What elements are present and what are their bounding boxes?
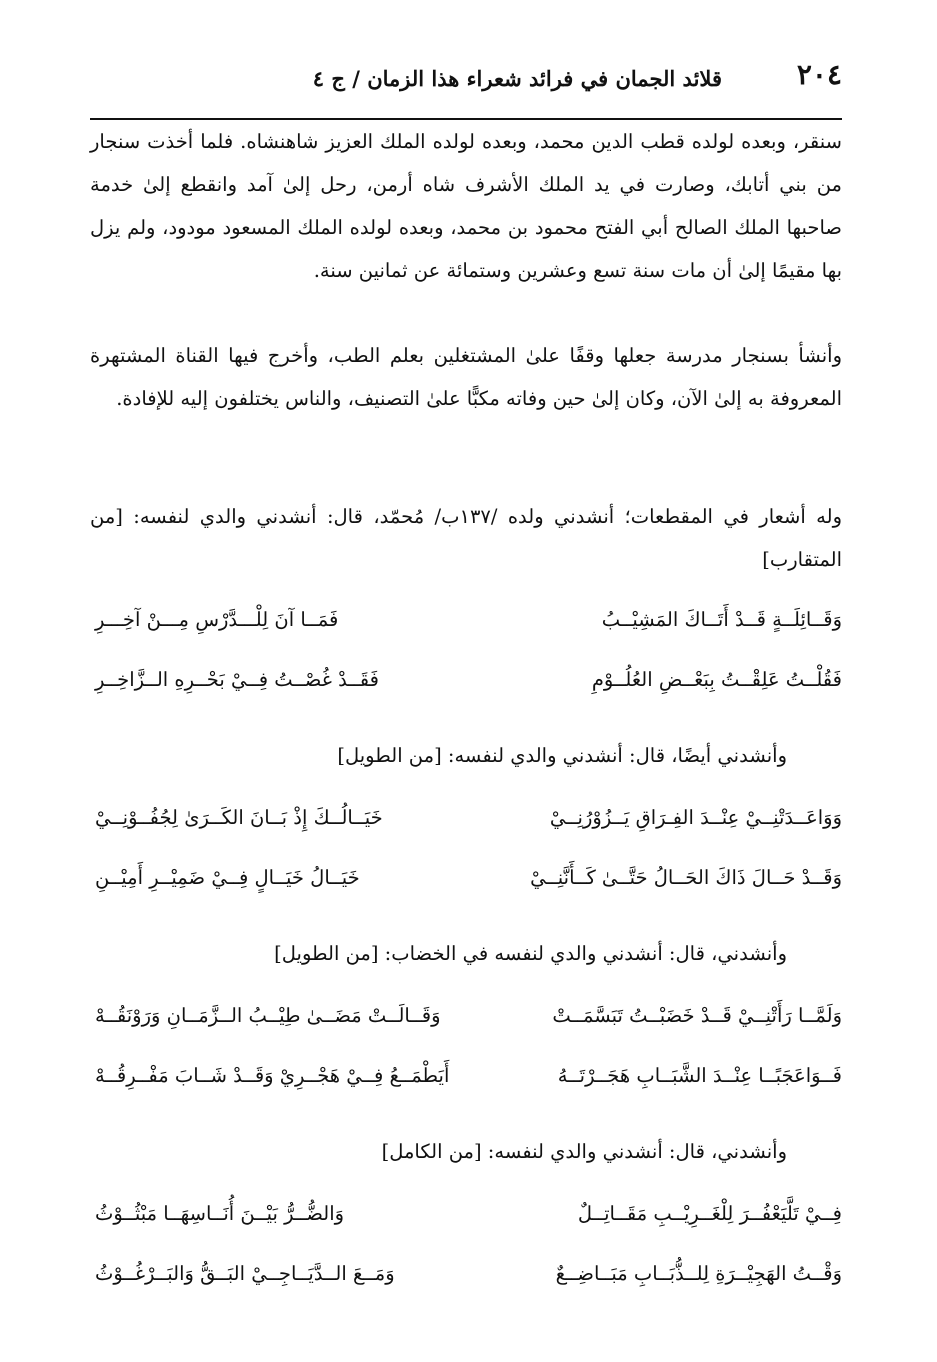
hemistich-second: فَقَــدْ غُصْــتُ فِــيْ بَحْــرِهِ الــزَّاخِــرِ [95, 668, 379, 691]
poem-4-verse-1 [95, 1202, 842, 1242]
hemistich-first: فِــيْ تَلَّيَعْفُــرَ لِلْغَــرِيْــبِ مَقَــاتِــلٌ [577, 1202, 842, 1225]
hemistich-second: فَمَــا آنَ لِلْـــدَّرْسِ مِـــنْ آخِـــرِ [95, 608, 339, 631]
hemistich-first: فَــوَاعَجَبًــا عِنْــدَ الشَّبَــابِ هَجَــرْتَــهُ [557, 1064, 842, 1087]
poem-1-verse-2 [95, 668, 842, 708]
page-number: ٢٠٤ [796, 58, 842, 91]
poem-2-verse-2 [95, 866, 842, 906]
poem-3-intro: وأنشدني، قال: أنشدني والدي لنفسه في الخضاب: [من الطويل] [274, 942, 787, 965]
paragraph-2: وأنشأ بسنجار مدرسة جعلها وقفًا علىٰ المشتغلين بعلم الطب، وأخرج فيها القناة المشتهرة المعروفة به إلىٰ الآن، وكان إلىٰ حين وفاته مكبًّا علىٰ التصنيف، والناس يختلفون إليه للإفادة. [90, 344, 842, 410]
paragraph-1: سنقر، وبعده لولده قطب الدين محمد، وبعده لولده الملك العزيز شاهنشاه. فلما أخذت سنجار من بني أتابك، وصارت في يد الملك الأشرف شاه أرمن، رحل إلىٰ آمد وانقطع إلىٰ خدمة صاحبها الملك الصالح أبي الفتح محمود بن محمد، وبعده لولده الملك المسعود مودود، ولم يزل بها مقيمًا إلىٰ أن مات سنة تسع وعشرين وستمائة عن ثمانين سنة. [90, 130, 842, 282]
hemistich-first: وَقْــتُ الهَجِيْــرَةِ لِلــذُّبَــابِ مَبَــاضِــعٌ [555, 1262, 842, 1285]
hemistich-first: وَقَــائِلَــةٍ قَــدْ أَتَــاكَ المَشِيْــبُ [601, 608, 842, 631]
poem-4-verse-2 [95, 1262, 842, 1302]
hemistich-first: وَقَــدْ حَــالَ ذَاكَ الحَــالُ حَتَّــىٰ كَــأَنَّنِــيْ [530, 866, 842, 889]
poem-1-verse-1 [95, 608, 842, 648]
hemistich-first: وَلَمَّــا رَأَتْنِــيْ قَــدْ خَضَبْــتُ تَبَسَّمَــتْ [552, 1004, 842, 1027]
page-header [90, 52, 842, 102]
paragraph-3: وله أشعار في المقطعات؛ أنشدني ولده /١٣٧ب/ مُحمّد، قال: أنشدني والدي لنفسه: [من المتقارب] [90, 505, 842, 571]
poem-4-intro: وأنشدني، قال: أنشدني والدي لنفسه: [من الكامل] [381, 1140, 787, 1163]
hemistich-first: وَوَاعَــدَتْنِــيْ عِنْــدَ الفِـرَاقِ يَــزُوْرُنِــيْ [549, 806, 842, 829]
hemistich-first: فَقُلْــتُ عَلِقْــتُ بِبَعْــضِ العُلُــوْمِ [591, 668, 842, 691]
hemistich-second: وَالضُّــرُّ بَيْــنَ أُنَــاسِهَــا مَبْثُــوْثُ [95, 1202, 345, 1225]
running-title: قلائد الجمان في فرائد شعراء هذا الزمان / ج ٤ [312, 66, 722, 91]
hemistich-second: خَيَــالُ خَيَــالٍ فِــيْ ضَمِيْــرِ أَمِيْــنِ [95, 866, 360, 889]
hemistich-second: وَمَــعَ الــدَّيَــاجِــيْ البَــقُّ وَالبَــرْغُــوْثُ [95, 1262, 395, 1285]
hemistich-second: خَيَــالُــكَ إِذْ بَــانَ الكَــرَىٰ لِجُفُــوْنِــيْ [95, 806, 383, 829]
hemistich-second: أَيَطْمَــعُ فِــيْ هَجْــرِيْ وَقَــدْ شَــابَ مَفْــرِقُــهْ [95, 1064, 450, 1087]
poem-2-verse-1 [95, 806, 842, 846]
poem-2-intro: وأنشدني أيضًا، قال: أنشدني والدي لنفسه: [من الطويل] [337, 744, 787, 767]
hemistich-second: وَقَــالَــتْ مَضَــىٰ طِيْــبُ الــزَّمَــانِ وَرَوْنَقُــهْ [95, 1004, 441, 1027]
poem-3-verse-1 [95, 1004, 842, 1044]
poem-3-verse-2 [95, 1064, 842, 1104]
